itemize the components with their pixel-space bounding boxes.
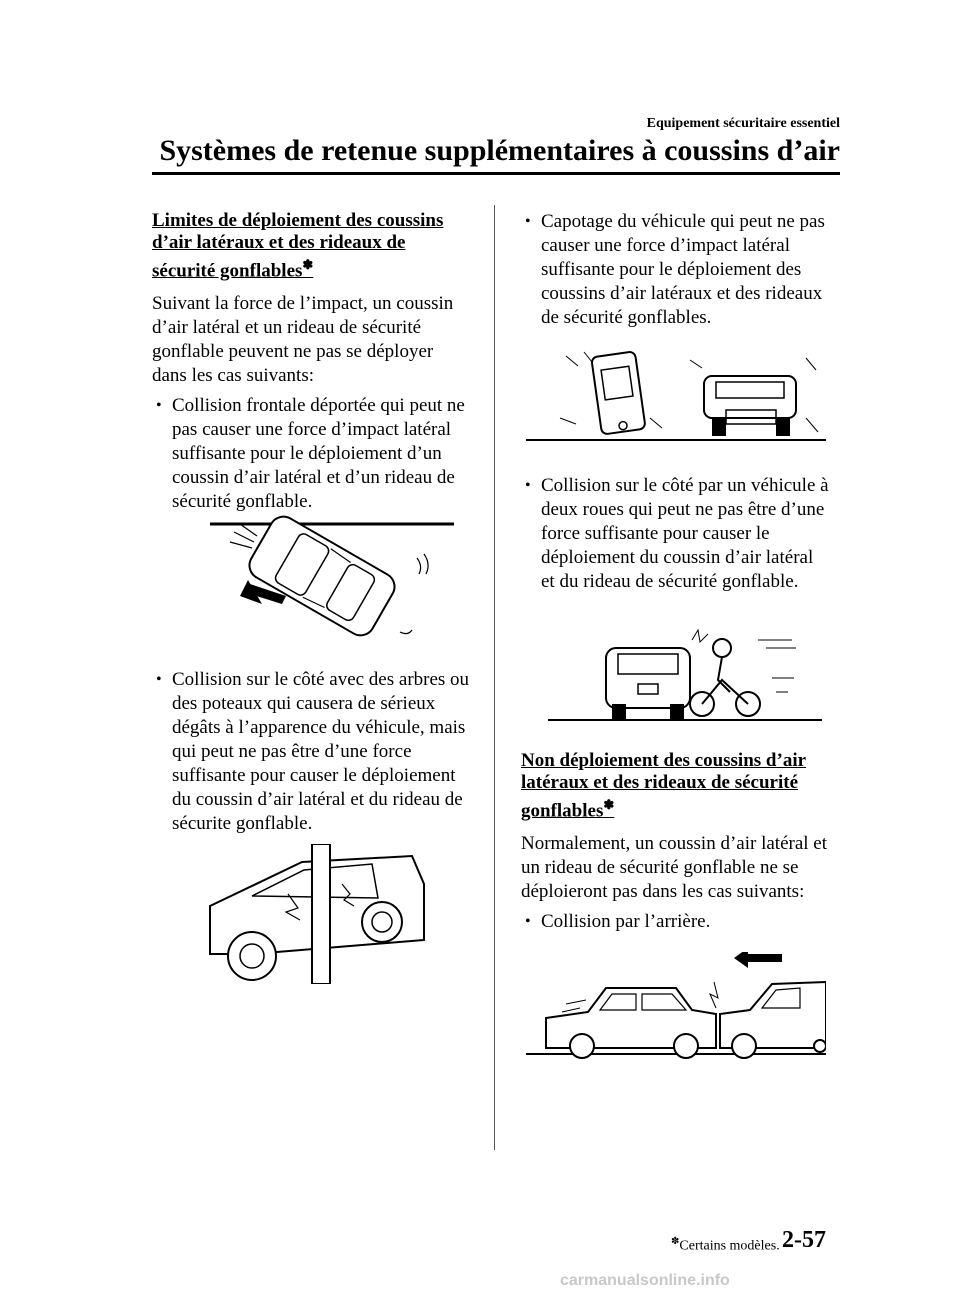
watermark-text: carmanualsonline.info [560,1272,730,1289]
rollover-illustration [526,348,826,448]
asterisk-icon: ✽ [671,1236,680,1247]
bullet-two-wheel: • Collision sur le côté par un véhicule à deux roues qui peut ne pas être d’une force suffisante pour causer le déploiement du coussin d’air latéral et du rideau de sécurité gonflable. [521,474,831,594]
left-column [152,210,472,984]
bullet-list [521,210,831,330]
section-heading-limits: Limites de déploiement des coussins d’air latéraux et des rideaux de sécurité gonflables✽ [152,210,444,282]
bullet-list [152,668,472,836]
bullet-frontal-offset: • Collision frontale déportée qui peut ne pas causer une force d’impact latéral suffisante pour le déploiement d’un coussin d’air latéral et d’un rideau de sécurité gonflable. [152,394,472,514]
asterisk-icon: ✽ [302,257,314,272]
bullet-rollover: • Capotage du véhicule qui peut ne pas causer une force d’impact latéral suffisante pour le déploiement des coussins d’air latéraux et des rideaux de sécurité gonflables. [521,210,831,330]
column-divider [494,205,495,1150]
asterisk-icon: ✽ [603,797,615,812]
bullet-rear-collision: • Collision par l’arrière. [521,910,831,934]
paragraph-normal: Normalement, un coussin d’air latéral et un rideau de sécurité gonflable ne se déploieront pas dans les cas suivants: [521,833,828,903]
rear-collision-illustration [526,952,826,1062]
section-heading-non-deployment: Non déploiement des coussins d’air latéraux et des rideaux de sécurité gonflables✽ [521,750,807,822]
side-pole-collision-illustration [192,844,432,984]
two-wheeler-collision-illustration [526,620,826,730]
bullet-side-pole: • Collision sur le côté avec des arbres ou des poteaux qui causera de sérieux dégâts à l’apparence du véhicule, mais qui peut ne pas être d’une force suffisante pour causer le déploiement du coussin d’air latéral et du rideau de sécurite gonflable. [152,668,472,836]
header-divider [152,172,840,175]
paragraph-intro: Suivant la force de l’impact, un coussin d’air latéral et un rideau de sécurité gonflable peuvent ne pas se déployer dans les cas suivants: [152,293,454,387]
bullet-list [152,394,472,514]
bullet-list [521,910,831,934]
bullet-list [521,474,831,594]
right-column [521,210,831,1062]
section-label: Equipement sécuritaire essentiel [646,116,840,131]
footer-note: ✽Certains modèles. [671,1236,780,1254]
frontal-offset-collision-illustration [162,514,462,654]
page-title: Systèmes de retenue supplémentaires à coussins d’air [159,134,840,167]
page-number: 2-57 [782,1227,826,1253]
